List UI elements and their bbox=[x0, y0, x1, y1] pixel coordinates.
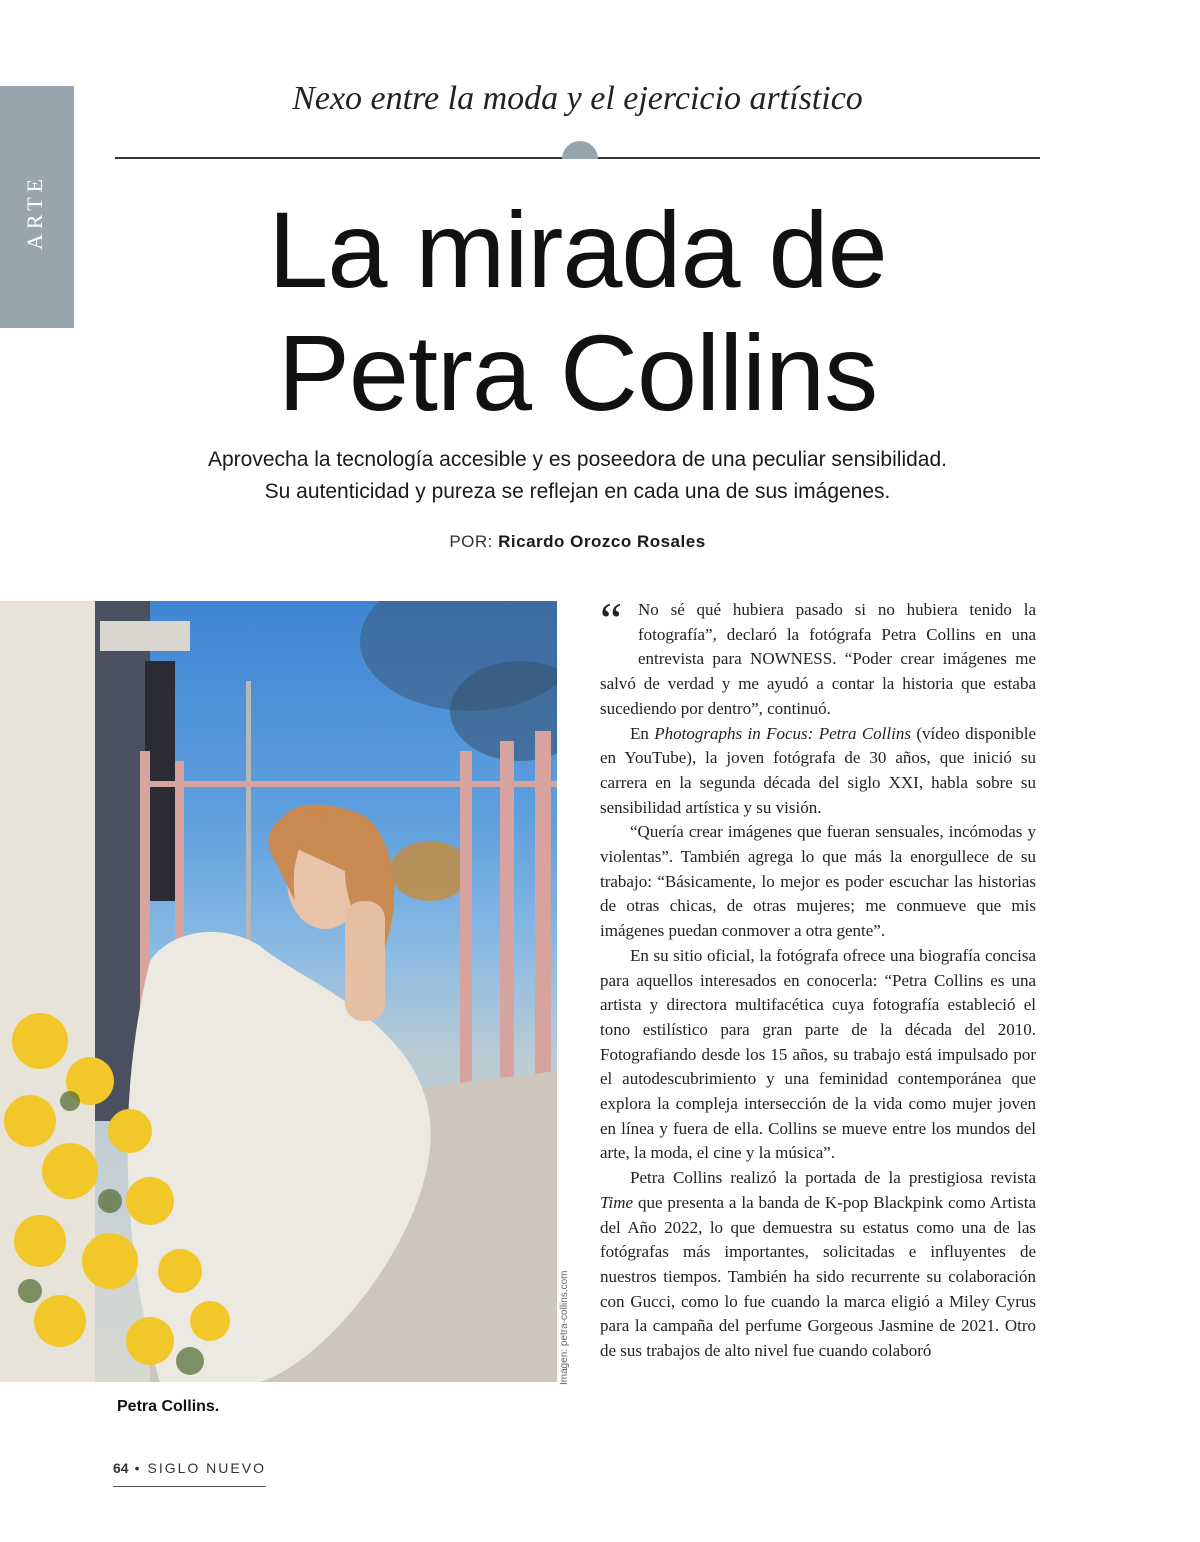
paragraph-5 bbox=[600, 1166, 1036, 1364]
page-footer bbox=[113, 1460, 266, 1476]
photo-caption: Petra Collins. bbox=[117, 1398, 220, 1415]
paragraph-5-italic: Time bbox=[600, 1192, 634, 1212]
headline bbox=[0, 188, 1155, 434]
byline bbox=[0, 532, 1155, 552]
footer-separator: • bbox=[134, 1460, 142, 1476]
photo-illustration bbox=[0, 601, 557, 1382]
headline-line-2: Petra Collins bbox=[277, 312, 878, 433]
paragraph-2 bbox=[600, 722, 1036, 821]
byline-author: Ricardo Orozco Rosales bbox=[498, 532, 706, 551]
deck bbox=[100, 444, 1055, 508]
page-number: 64 bbox=[113, 1460, 129, 1476]
article-body bbox=[600, 592, 1037, 1364]
section-label: ARTE bbox=[22, 173, 47, 250]
paragraph-1 bbox=[600, 592, 1036, 722]
photo-credit: Imagen: petra-collins.com bbox=[559, 1270, 570, 1385]
paragraph-2-post: (vídeo disponible en YouTube), la joven fotógrafa de 30 años, que inició su carrera en la segunda década del siglo XXI, habla sobre su sensibilidad artística y su visión. bbox=[600, 723, 1037, 817]
paragraph-2-pre: En bbox=[630, 723, 655, 743]
byline-prefix: POR: bbox=[449, 532, 493, 551]
paragraph-1-text: No sé qué hubiera pasado si no hubiera tenido la fotografía”, declaró la fotógrafa Petra Collins en una entrevista para NOWNESS. “Poder crear imágenes me salvó de verdad y me ayudó a contar la historia que estaba sucediendo por dentro”, continuó. bbox=[600, 600, 1036, 718]
paragraph-2-italic: Photographs in Focus: Petra Collins bbox=[654, 723, 911, 743]
portrait-photo bbox=[0, 601, 557, 1382]
deck-line-2: Su autenticidad y pureza se reflejan en cada una de sus imágenes. bbox=[264, 480, 891, 503]
paragraph-5-post: que presenta a la banda de K-pop Blackpink como Artista del Año 2022, lo que demuestra su estatus como una de las fotógrafas más importantes, solicitadas e influyentes de nuestros tiempos. También ha sido recurrente su colaboración con Gucci, como lo fue cuando la marca eligió a Miley Cyrus para la campaña del perfume Gorgeous Jasmine de 2021. Otro de sus trabajos de alto nivel fue cuando colaboró bbox=[600, 1192, 1036, 1361]
dropquote-mark: “ bbox=[600, 592, 623, 648]
deck-line-1: Aprovecha la tecnología accesible y es poseedora de una peculiar sensibilidad. bbox=[208, 448, 947, 471]
paragraph-3: “Quería crear imágenes que fueran sensuales, incómodas y violentas”. También agrega lo que más la enorgullece de su trabajo: “Básicamente, lo mejor es poder escuchar las historias de otras chicas, de otras mujeres; me conmueve que mis imágenes puedan conmover a otra gente”. bbox=[600, 822, 1036, 941]
paragraph-4: En su sitio oficial, la fotógrafa ofrece una biografía concisa para aquellos interesados en conocerla: “Petra Collins es una artista y directora multifacética cuya fotografía estableció el tono estilístico para gran parte de la década del 2010. Fotografiando desde los 15 años, su trabajo está impulsado por el autodescubrimiento y una feminidad contemporánea que explora la compleja intersección de la vida como mujer joven en línea y fuera de ella. Collins se mueve entre los mundos del arte, la moda, el cine y la música”. bbox=[600, 945, 1036, 1163]
footer-rule bbox=[113, 1486, 266, 1487]
kicker: Nexo entre la moda y el ejercicio artístico bbox=[292, 80, 863, 117]
headline-line-1: La mirada de bbox=[268, 189, 887, 310]
publication-name: SIGLO NUEVO bbox=[147, 1460, 266, 1476]
paragraph-5-pre: Petra Collins realizó la portada de la prestigiosa revista bbox=[630, 1168, 1036, 1188]
rule-ornament bbox=[562, 141, 598, 159]
